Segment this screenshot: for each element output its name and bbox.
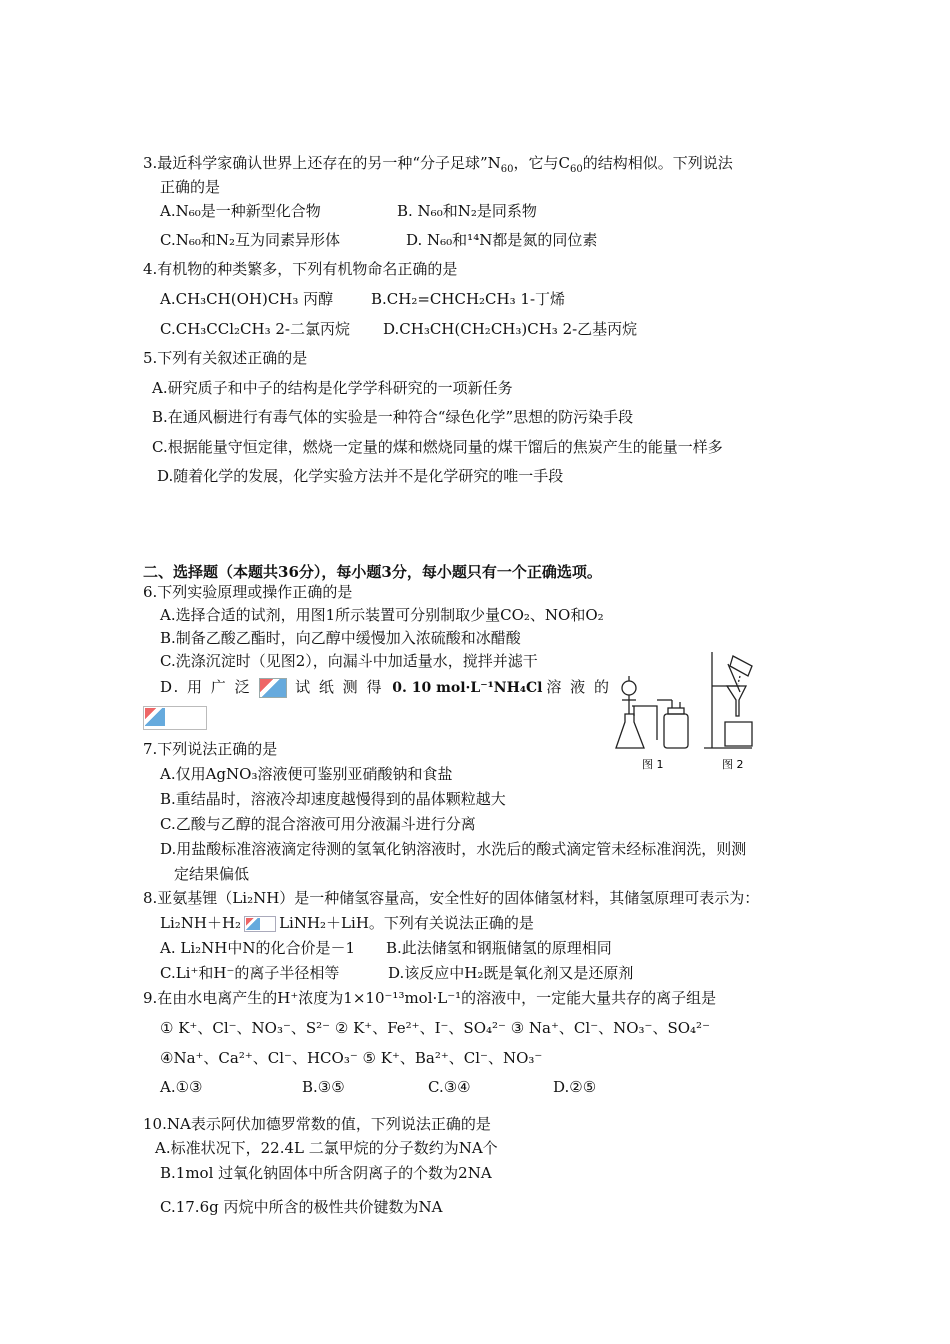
q6-stem: 6.下列实验原理或操作正确的是 bbox=[143, 583, 353, 601]
q9-stem: 9.在由水电离产生的H⁺浓度为1×10⁻¹³mol·L⁻¹的溶液中，一定能大量共存的离子组是 bbox=[143, 989, 717, 1007]
q3-option-c: C.N₆₀和N₂互为同素异形体 bbox=[160, 231, 341, 249]
q8-stem-line2 bbox=[160, 913, 534, 933]
q4-option-a: A.CH₃CH(OH)CH₃ 丙醇 bbox=[160, 290, 334, 308]
q5-option-b: B.在通风橱进行有毒气体的实验是一种符合“绿色化学”思想的防污染手段 bbox=[152, 408, 634, 426]
q4-option-c: C.CH₃CCl₂CH₃ 2-二氯丙烷 bbox=[160, 320, 350, 338]
q8-stem-line1: 8.亚氨基锂（Li₂NH）是一种储氢容量高，安全性好的固体储氢材料，其储氢原理可表示为： bbox=[143, 889, 760, 907]
q10-option-c: C.17.6g 丙烷中所含的极性共价键数为NA bbox=[160, 1198, 443, 1216]
figure2-filtration-apparatus bbox=[704, 652, 752, 748]
q8-option-c: C.Li⁺和H⁻的离子半径相等 bbox=[160, 964, 340, 982]
q3-option-d: D. N₆₀和¹⁴N都是氮的同位素 bbox=[406, 231, 598, 249]
q5-option-d: D.随着化学的发展，化学实验方法并不是化学研究的唯一手段 bbox=[157, 467, 564, 485]
q6-d-text-mid: 试 纸 测 得 bbox=[295, 678, 384, 696]
q6-d-text-post: 溶 液 的 bbox=[546, 678, 611, 696]
q7-option-b: B.重结晶时，溶液冷却速度越慢得到的晶体颗粒越大 bbox=[160, 790, 506, 808]
q10-stem: 10.NA表示阿伏加德罗常数的值，下列说法正确的是 bbox=[143, 1115, 491, 1133]
q3-stem-line1 bbox=[143, 153, 733, 173]
q4-option-b: B.CH₂=CHCH₂CH₃ 1-丁烯 bbox=[371, 290, 566, 308]
q9-option-a: A.①③ bbox=[160, 1078, 203, 1096]
q7-option-d-line1: D.用盐酸标准溶液滴定待测的氢氧化钠溶液时，水洗后的酸式滴定管未经标准润洗，则测 bbox=[160, 840, 747, 858]
broken-image-icon bbox=[259, 678, 287, 698]
q9-option-c: C.③④ bbox=[428, 1078, 471, 1096]
q7-stem: 7.下列说法正确的是 bbox=[143, 740, 278, 758]
q6-d-text-pre: D. 用 广 泛 bbox=[160, 678, 252, 696]
q5-stem: 5.下列有关叙述正确的是 bbox=[143, 349, 308, 367]
q3-option-a: A.N₆₀是一种新型化合物 bbox=[160, 202, 321, 220]
q10-option-a: A.标准状况下，22.4L 二氯甲烷的分子数约为NA个 bbox=[155, 1139, 498, 1157]
q3-stem-line2: 正确的是 bbox=[160, 178, 221, 196]
figure1-caption: 图 1 bbox=[642, 758, 664, 771]
q8-option-a: A. Li₂NH中N的化合价是－1 bbox=[160, 939, 356, 957]
q9-option-b: B.③⑤ bbox=[302, 1078, 345, 1096]
q7-option-d-line2: 定结果偏低 bbox=[174, 865, 250, 883]
q3-stem-sub: 60 bbox=[500, 164, 514, 175]
q10-option-b: B.1mol 过氧化钠固体中所含阴离子的个数为2NA bbox=[160, 1164, 492, 1182]
q4-option-d: D.CH₃CH(CH₂CH₃)CH₃ 2-乙基丙烷 bbox=[383, 320, 638, 338]
q8-equation-left: Li₂NH＋H₂ bbox=[160, 914, 242, 932]
figure1-flask-apparatus bbox=[616, 676, 688, 748]
q7-option-c: C.乙酸与乙醇的混合溶液可用分液漏斗进行分离 bbox=[160, 815, 476, 833]
q8-equation-right: LiNH₂＋LiH。下列有关说法正确的是 bbox=[279, 914, 534, 932]
q7-option-a: A.仅用AgNO₃溶液便可鉴别亚硝酸钠和食盐 bbox=[160, 765, 453, 783]
q3-stem-part: 3.最近科学家确认世界上还存在的另一种“分子足球”N bbox=[143, 154, 501, 172]
q4-stem: 4.有机物的种类繁多，下列有机物命名正确的是 bbox=[143, 260, 458, 278]
q6-option-d bbox=[160, 677, 611, 698]
broken-image-icon bbox=[143, 706, 207, 730]
q3-option-b: B. N₆₀和N₂是同系物 bbox=[397, 202, 537, 220]
q8-option-d: D.该反应中H₂既是氧化剂又是还原剂 bbox=[388, 964, 634, 982]
broken-image-icon bbox=[244, 916, 276, 932]
q9-ion-groups-line2: ④Na⁺、Ca²⁺、Cl⁻、HCO₃⁻ ⑤ K⁺、Ba²⁺、Cl⁻、NO₃⁻ bbox=[160, 1049, 543, 1067]
section-heading: 二、选择题（本题共36分），每小题3分，每小题只有一个正确选项。 bbox=[143, 563, 602, 581]
q5-option-c: C.根据能量守恒定律，燃烧一定量的煤和燃烧同量的煤干馏后的焦炭产生的能量一样多 bbox=[152, 438, 723, 456]
q9-ion-groups-line1: ① K⁺、Cl⁻、NO₃⁻、S²⁻ ② K⁺、Fe²⁺、I⁻、SO₄²⁻ ③ Na⁺、Cl⁻、NO₃⁻、SO₄²⁻ bbox=[160, 1019, 710, 1037]
q3-stem-part2: ，它与C bbox=[513, 154, 570, 172]
q6-d-continuation bbox=[143, 706, 207, 730]
q8-option-b: B.此法储氢和钢瓶储氢的原理相同 bbox=[386, 939, 612, 957]
q5-option-a: A.研究质子和中子的结构是化学学科研究的一项新任务 bbox=[152, 379, 513, 397]
q9-option-d: D.②⑤ bbox=[553, 1078, 597, 1096]
q3-stem-part3: 的结构相似。下列说法 bbox=[582, 154, 733, 172]
q6-option-c: C.洗涤沉淀时（见图2），向漏斗中加适量水，搅拌并滤干 bbox=[160, 652, 538, 670]
q6-option-a: A.选择合适的试剂，用图1所示装置可分别制取少量CO₂、NO和O₂ bbox=[160, 606, 604, 624]
q3-stem-sub2: 60 bbox=[570, 164, 583, 175]
q6-option-b: B.制备乙酸乙酯时，向乙醇中缓慢加入浓硫酸和冰醋酸 bbox=[160, 629, 521, 647]
figure2-caption: 图 2 bbox=[722, 758, 744, 771]
apparatus-figure bbox=[612, 636, 762, 776]
q6-d-formula: 0. 10 mol·L⁻¹NH₄Cl bbox=[392, 680, 543, 696]
